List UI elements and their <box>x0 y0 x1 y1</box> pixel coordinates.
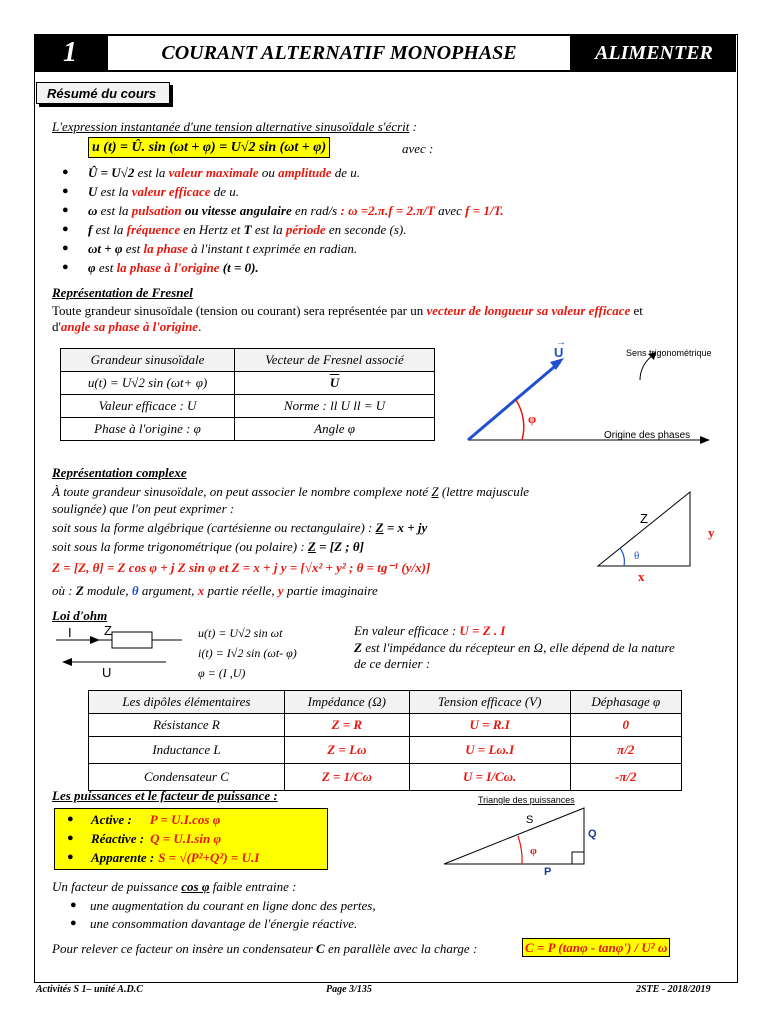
fresnel-heading: Représentation de Fresnel <box>52 285 193 300</box>
ohm-eff: En valeur efficace : U = Z . I <box>354 623 506 638</box>
table-cell: Norme : ll U ll = U <box>235 395 435 418</box>
fresnel-line-1: Toute grandeur sinusoïdale (tension ou courant) sera représentée par un vecteur de longueur sa valeur efficace et <box>52 303 643 318</box>
complexe-formula: Z = [Z, θ] = Z cos φ + j Z sin φ et Z = x + j y = [√x² + y² ; θ = tg⁻¹ (y/x)] <box>52 560 431 575</box>
power-triangle <box>440 800 610 870</box>
fresnel-line-2: d'angle sa phase à l'origine. <box>52 319 202 334</box>
power-s-label: S <box>526 814 534 826</box>
table-header: Impédance (Ω) <box>284 691 409 714</box>
complexe-legend: où : Z module, θ argument, x partie réelle, y partie imaginaire <box>52 583 378 598</box>
list-item: Apparente : S = √(P²+Q²) = U.I <box>91 850 260 865</box>
list-item: φ est la phase à l'origine (t = 0). <box>88 260 259 275</box>
list-item: f est la fréquence en Hertz et T est la période en seconde (s). <box>88 222 407 237</box>
list-item: U est la valeur efficace de u. <box>88 184 240 199</box>
table-cell: Inductance L <box>89 737 285 764</box>
table-header: Vecteur de Fresnel associé <box>235 349 435 372</box>
ohm-imp: Z est l'impédance du récepteur en Ω, elle dépend de la nature <box>354 640 675 655</box>
angle-label: φ <box>528 411 537 426</box>
table-cell: Z = R <box>284 714 409 737</box>
list-item: une consommation davantage de l'énergie réactive. <box>90 916 358 931</box>
ohm-imp-2: de ce dernier : <box>354 656 431 671</box>
fp-line: Un facteur de puissance cos φ faible entraine : <box>52 879 297 894</box>
complex-triangle <box>590 488 710 570</box>
sens-label: Sens trigonométrique <box>626 348 712 358</box>
table-cell: u(t) = U√2 sin (ωt+ φ) <box>61 372 235 395</box>
table-cell: $\overline{U}$ <box>235 372 435 395</box>
footer-year: 2STE - 2018/2019 <box>636 984 711 995</box>
ohm-circuit <box>56 622 186 672</box>
triangle-z-label: Z <box>640 511 648 526</box>
relever-line: Pour relever ce facteur on insère un condensateur C en parallèle avec la charge : <box>52 941 478 956</box>
list-item: Active : P = U.I.cos φ <box>91 812 221 827</box>
angle-arc <box>516 400 524 440</box>
circuit-u-label: U <box>102 665 112 680</box>
list-item: Réactive : Q = U.I.sin φ <box>91 831 222 846</box>
table-cell: U = R.I <box>409 714 570 737</box>
table-cell: Z = 1/Cω <box>284 764 409 791</box>
table-cell: U = Lω.I <box>409 737 570 764</box>
triangle-x-label: x <box>638 569 645 584</box>
circuit-z-label: Z <box>104 623 112 638</box>
ohm-eq-3: φ = (I ,U) <box>198 666 246 680</box>
circuit-i-label: I <box>68 625 72 640</box>
puissances-box: ● Active : P = U.I.cos φ ● Réactive : Q = U.I.sin φ ● Apparente : S = √(P²+Q²) = U.I <box>54 808 328 870</box>
footer-page: Page 3/135 <box>326 984 372 995</box>
power-p-label: P <box>544 866 552 878</box>
ohm-heading: Loi d'ohm <box>52 608 108 623</box>
complexe-line-4: soit sous la forme trigonométrique (ou polaire) : Z = [Z ; θ] <box>52 539 364 554</box>
power-triangle-title: Triangle des puissances <box>478 795 575 805</box>
triangle-y-label: y <box>708 525 715 540</box>
table-cell: -π/2 <box>570 764 681 791</box>
table-cell: π/2 <box>570 737 681 764</box>
list-item: Û = U√2 est la valeur maximale ou amplitude de u. <box>88 165 361 180</box>
dipole-table <box>88 690 682 791</box>
intro-avec: avec : <box>402 141 434 156</box>
origin-label: Origine des phases <box>604 430 691 441</box>
table-cell: U = I/Cω. <box>409 764 570 791</box>
origin-arrowhead <box>700 436 710 444</box>
table-cell: 0 <box>570 714 681 737</box>
page-title: COURANT ALTERNATIF MONOPHASE <box>106 34 572 72</box>
list-item: une augmentation du courant en ligne donc des pertes, <box>90 898 376 913</box>
table-cell: Condensateur C <box>89 764 285 791</box>
table-header: Déphasage φ <box>570 691 681 714</box>
vector-arrow-icon: → <box>556 337 566 348</box>
ohm-eq-1: u(t) = U√2 sin ωt <box>198 626 283 640</box>
list-item: ωt + φ est la phase à l'instant t exprimée en radian. <box>88 241 358 256</box>
complexe-line-3: soit sous la forme algébrique (cartésienne ou rectangulaire) : Z = x + jy <box>52 520 428 535</box>
vector-label: U <box>554 345 564 360</box>
section-tag: ALIMENTER <box>572 34 736 72</box>
triangle-theta-label: θ <box>634 550 640 562</box>
table-header: Grandeur sinusoïdale <box>61 349 235 372</box>
summary-badge: Résumé du cours <box>36 82 170 104</box>
table-cell: Valeur efficace : U <box>61 395 235 418</box>
table-cell: Résistance R <box>89 714 285 737</box>
main-formula: u (t) = Û. sin (ωt + φ) = U√2 sin (ωt + φ) <box>88 137 330 158</box>
list-item: ω est la pulsation ou vitesse angulaire en rad/s : ω =2.π.f = 2.π/T avec f = 1/T. <box>88 203 504 218</box>
capacitor-formula: C = P (tanφ - tanφ') / U² ω <box>522 938 670 957</box>
table-header: Tension efficace (V) <box>409 691 570 714</box>
table-cell: Z = Lω <box>284 737 409 764</box>
table-header: Les dipôles élémentaires <box>89 691 285 714</box>
puissances-heading: Les puissances et le facteur de puissance : <box>52 788 278 803</box>
table-cell: Angle φ <box>235 418 435 441</box>
intro-heading: L'expression instantanée d'une tension alternative sinusoïdale s'écrit : <box>52 119 417 134</box>
fresnel-table <box>60 348 435 441</box>
table-cell: Phase à l'origine : φ <box>61 418 235 441</box>
power-q-label: Q <box>588 828 597 840</box>
footer-left: Activités S 1– unité A.D.C <box>36 984 143 995</box>
ohm-eq-2: i(t) = I√2 sin (ωt- φ) <box>198 646 297 660</box>
vector-line <box>468 362 560 440</box>
complexe-line-1: À toute grandeur sinusoïdale, on peut associer le nombre complexe noté Z (lettre majuscule <box>52 484 530 499</box>
power-phi-label: φ <box>530 845 537 857</box>
complexe-line-2: soulignée) que l'on peut exprimer : <box>52 501 235 516</box>
complexe-heading: Représentation complexe <box>52 465 187 480</box>
chapter-number: 1 <box>34 34 106 72</box>
